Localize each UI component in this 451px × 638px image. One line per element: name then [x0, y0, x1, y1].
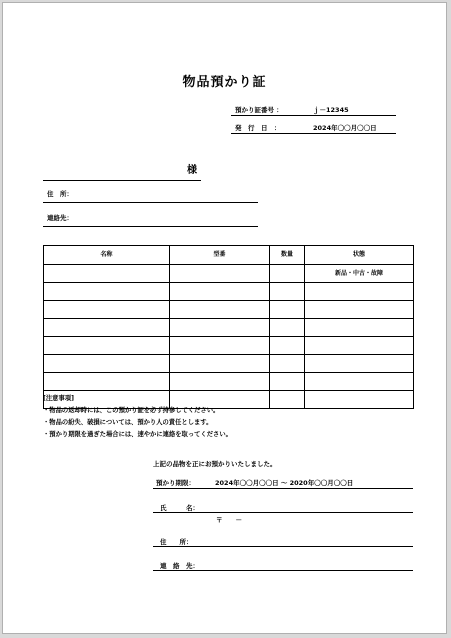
- table-cell[interactable]: [170, 337, 270, 355]
- receipt-number-value: ｊ－12345: [313, 106, 349, 114]
- issue-date-value: 2024年〇〇月〇〇日: [313, 124, 377, 132]
- table-cell[interactable]: [305, 301, 414, 319]
- table-row: [44, 265, 414, 283]
- table-cell[interactable]: [305, 355, 414, 373]
- table-cell[interactable]: [44, 355, 170, 373]
- table-cell[interactable]: [305, 283, 414, 301]
- table-cell[interactable]: [170, 319, 270, 337]
- table-cell[interactable]: [270, 391, 305, 409]
- table-cell[interactable]: [170, 355, 270, 373]
- postal-code-mark: 〒 －: [216, 516, 242, 524]
- table-row: [44, 283, 414, 301]
- acknowledgement-statement: 上記の品物を正にお預かりいたしました。: [153, 460, 277, 468]
- note-item: ・預かり期限を過ぎた場合には、速やかに連絡を取ってください。: [43, 431, 232, 438]
- name-line[interactable]: [153, 512, 413, 513]
- table-cell[interactable]: [170, 265, 270, 283]
- table-cell[interactable]: [170, 301, 270, 319]
- table-header-row: [44, 246, 414, 265]
- items-table: [43, 245, 414, 409]
- table-row: [44, 319, 414, 337]
- status-options-cell[interactable]: 新品・中古・故障: [305, 265, 414, 283]
- contact-label: 連絡先：: [47, 214, 73, 222]
- receipt-number-label: 預かり証番号 ：: [235, 106, 283, 114]
- period-value: 2024年〇〇月〇〇日 ～ 2020年〇〇月〇〇日: [215, 479, 354, 487]
- table-cell[interactable]: [170, 373, 270, 391]
- name-label: 氏 名：: [160, 504, 199, 512]
- table-cell[interactable]: [305, 337, 414, 355]
- note-item: ・物品の紛失、破損については、預かり人の責任とします。: [43, 419, 213, 426]
- ack-address-line[interactable]: [153, 546, 413, 547]
- table-cell[interactable]: [44, 319, 170, 337]
- table-cell[interactable]: [270, 265, 305, 283]
- recipient-name-line[interactable]: [43, 180, 201, 181]
- table-cell[interactable]: [44, 337, 170, 355]
- table-cell[interactable]: [170, 283, 270, 301]
- table-cell[interactable]: [305, 391, 414, 409]
- table-cell[interactable]: [44, 373, 170, 391]
- period-underline: [153, 488, 413, 489]
- notes-heading: [注意事項]: [43, 395, 74, 402]
- column-header-quantity: 数量: [270, 246, 305, 265]
- receipt-number-underline: [231, 115, 396, 116]
- document-page: [2, 2, 447, 634]
- recipient-honorific: 様: [187, 165, 197, 176]
- ack-contact-line[interactable]: [153, 570, 413, 571]
- contact-line[interactable]: [43, 226, 258, 227]
- table-cell[interactable]: [270, 337, 305, 355]
- ack-address-label: 住 所：: [160, 538, 193, 546]
- table-cell[interactable]: [44, 301, 170, 319]
- table-cell[interactable]: [44, 283, 170, 301]
- notes-section: [43, 393, 232, 441]
- table-row: [44, 301, 414, 319]
- table-cell[interactable]: [305, 319, 414, 337]
- table-cell[interactable]: [270, 301, 305, 319]
- period-label: 預かり期限：: [156, 479, 195, 487]
- ack-contact-label: 連 絡 先：: [160, 562, 199, 570]
- column-header-status: 状態: [305, 246, 414, 265]
- column-header-model: 型番: [170, 246, 270, 265]
- table-row: [44, 355, 414, 373]
- table-cell[interactable]: [270, 319, 305, 337]
- table-row: [44, 373, 414, 391]
- table-cell[interactable]: [305, 373, 414, 391]
- issue-date-label: 発 行 日 ：: [235, 124, 281, 132]
- table-cell[interactable]: [270, 283, 305, 301]
- document-title: 物品預かり証: [182, 75, 267, 90]
- table-cell[interactable]: [270, 355, 305, 373]
- issue-date-underline: [231, 133, 396, 134]
- table-cell[interactable]: [44, 265, 170, 283]
- table-cell[interactable]: [270, 373, 305, 391]
- address-line[interactable]: [43, 202, 258, 203]
- table-row: [44, 337, 414, 355]
- address-label: 住 所：: [47, 190, 73, 198]
- column-header-name: 名称: [44, 246, 170, 265]
- note-item: ・物品の返却時には、この預かり証を必ず持参してください。: [43, 407, 220, 414]
